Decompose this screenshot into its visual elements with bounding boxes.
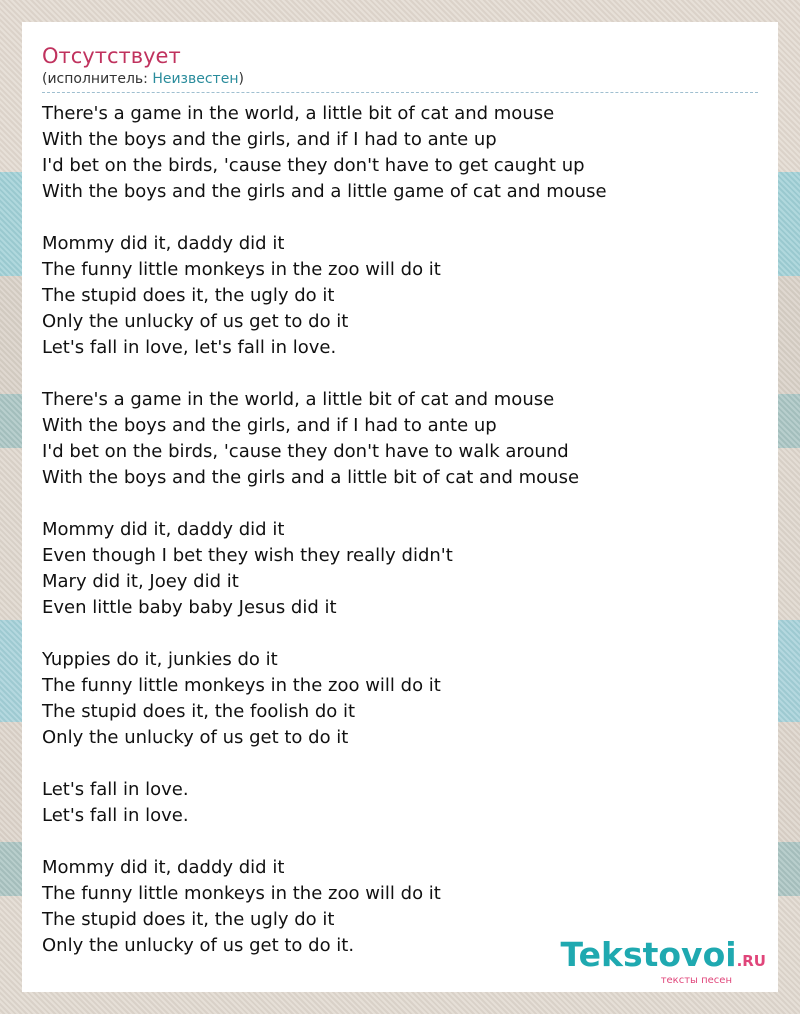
artist-link[interactable]: Неизвестен <box>152 71 239 87</box>
lyric-line: I'd bet on the birds, 'cause they don't have to walk around <box>42 441 569 462</box>
lyrics-body <box>42 101 758 959</box>
lyric-line: The stupid does it, the foolish do it <box>42 701 356 722</box>
lyric-line: The stupid does it, the ugly do it <box>42 909 335 930</box>
lyric-line: Only the unlucky of us get to do it <box>42 727 349 748</box>
lyric-line: With the boys and the girls and a little game of cat and mouse <box>42 181 607 202</box>
stanza-gap <box>42 491 758 517</box>
lyric-line: Mommy did it, daddy did it <box>42 233 285 254</box>
logo-tagline: тексты песен <box>660 975 732 986</box>
lyric-line: Mary did it, Joey did it <box>42 571 239 592</box>
lyric-line: There's a game in the world, a little bit of cat and mouse <box>42 103 555 124</box>
stanza-gap <box>42 205 758 231</box>
lyric-line: Mommy did it, daddy did it <box>42 519 285 540</box>
lyric-line: The funny little monkeys in the zoo will do it <box>42 675 441 696</box>
lyric-line: With the boys and the girls, and if I had to ante up <box>42 415 497 436</box>
lyric-line: There's a game in the world, a little bit of cat and mouse <box>42 389 555 410</box>
lyric-line: With the boys and the girls and a little bit of cat and mouse <box>42 467 580 488</box>
site-logo[interactable] <box>560 935 766 986</box>
lyric-line: Let's fall in love. <box>42 805 189 826</box>
stanza-gap <box>42 751 758 777</box>
lyric-line: The funny little monkeys in the zoo will do it <box>42 259 441 280</box>
logo-tld: .RU <box>736 952 766 970</box>
lyrics-card <box>22 22 778 992</box>
lyric-line: With the boys and the girls, and if I had to ante up <box>42 129 497 150</box>
logo-brand: Tekstovoi <box>560 935 737 974</box>
lyric-line: The stupid does it, the ugly do it <box>42 285 335 306</box>
lyric-line: Even little baby baby Jesus did it <box>42 597 337 618</box>
lyric-line: Even though I bet they wish they really didn't <box>42 545 453 566</box>
lyric-line: Only the unlucky of us get to do it. <box>42 935 355 956</box>
lyric-line: Let's fall in love, let's fall in love. <box>42 337 337 358</box>
lyric-line: Mommy did it, daddy did it <box>42 857 285 878</box>
artist-line <box>42 70 758 93</box>
lyric-line: Let's fall in love. <box>42 779 189 800</box>
stanza-gap <box>42 829 758 855</box>
logo-wordmark <box>560 935 766 978</box>
lyric-line: The funny little monkeys in the zoo will do it <box>42 883 441 904</box>
artist-suffix: ) <box>238 71 244 87</box>
stanza-gap <box>42 361 758 387</box>
lyric-line: Yuppies do it, junkies do it <box>42 649 278 670</box>
artist-prefix: (исполнитель: <box>42 71 153 87</box>
song-title: Отсутствует <box>42 44 181 68</box>
lyric-line: I'd bet on the birds, 'cause they don't have to get caught up <box>42 155 585 176</box>
lyric-line: Only the unlucky of us get to do it <box>42 311 349 332</box>
stanza-gap <box>42 621 758 647</box>
